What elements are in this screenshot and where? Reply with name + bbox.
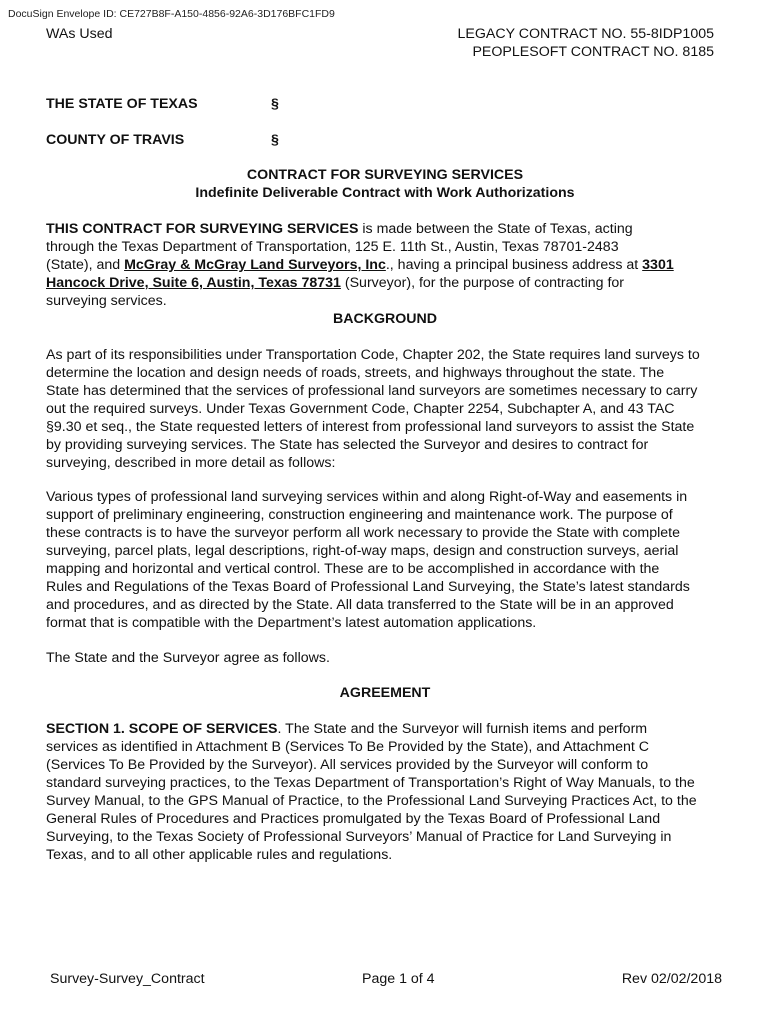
section-symbol-state: §	[271, 96, 279, 112]
agreement-heading: AGREEMENT	[339, 685, 431, 701]
section1-paragraph	[46, 720, 740, 864]
bg1-line: State has determined that the services of professional land surveyors are sometimes necessary to carry	[46, 383, 698, 399]
intro-line4-rest: (Surveyor), for the purpose of contracting for	[340, 275, 625, 291]
section1-line1-rest: . The State and the Surveyor will furnish items and perform	[277, 721, 648, 737]
footer-page-number: Page 1 of 4	[362, 971, 435, 987]
was-used-note: WAs Used	[46, 26, 113, 42]
section1-label: SECTION 1. SCOPE OF SERVICES	[46, 721, 278, 737]
bg1-line: determine the location and design needs of roads, streets, and highways throughout the state. The	[46, 365, 665, 381]
section1-line: Surveying, to the Texas Society of Professional Surveyors’ Manual of Practice for Land Surveying in	[46, 829, 672, 845]
contract-title	[0, 166, 770, 202]
surveyor-name: McGray & McGray Land Surveyors, Inc	[124, 257, 386, 273]
section-symbol-county: §	[271, 132, 279, 148]
bg1-line: out the required surveys. Under Texas Government Code, Chapter 2254, Subchapter A, and 43 TAC	[46, 401, 675, 417]
legacy-contract-number: LEGACY CONTRACT NO. 55-8IDP1005	[457, 26, 714, 42]
footer-document-name: Survey-Survey_Contract	[50, 971, 205, 987]
bg1-line: by providing surveying services. The State has selected the Surveyor and desires to contract for	[46, 437, 649, 453]
bg2-line: these contracts is to have the surveyor perform all work necessary to provide the State with complete	[46, 525, 681, 541]
bg1-line: As part of its responsibilities under Transportation Code, Chapter 202, the State requires land surveys to	[46, 347, 700, 363]
address-part1: 3301	[642, 257, 674, 273]
section1-line: services as identified in Attachment B (Services To Be Provided by the State), and Attachment C	[46, 739, 650, 755]
bg2-line: support of preliminary engineering, construction engineering and maintenance work. The purpose of	[46, 507, 673, 523]
bg2-line: Various types of professional land surveying services within and along Right-of-Way and easements in	[46, 489, 688, 505]
county-label: COUNTY OF TRAVIS	[46, 132, 185, 148]
section1-line: standard surveying practices, to the Texas Department of Transportation’s Right of Way Manuals, to the	[46, 775, 695, 791]
bg2-line: mapping and horizontal and vertical control. These are to be accomplished in accordance with the	[46, 561, 660, 577]
intro-line2: through the Texas Department of Transportation, 125 E. 11th St., Austin, Texas 78701-2483	[46, 239, 619, 255]
address-part2: Hancock Drive, Suite 6, Austin, Texas 78731	[46, 275, 341, 291]
intro-paragraph	[46, 220, 740, 310]
background-heading: BACKGROUND	[332, 311, 438, 327]
peoplesoft-contract-number: PEOPLESOFT CONTRACT NO. 8185	[472, 44, 714, 60]
intro-line5: surveying services.	[46, 293, 167, 309]
intro-line3-a: (State), and	[46, 257, 125, 273]
bg2-line: format that is compatible with the Department’s latest automation applications.	[46, 615, 537, 631]
intro-bold-lead: THIS CONTRACT FOR SURVEYING SERVICES	[46, 221, 359, 237]
bg2-line: Rules and Regulations of the Texas Board of Professional Land Surveying, the State’s latest standards	[46, 579, 690, 595]
agree-line: The State and the Surveyor agree as follows.	[46, 650, 330, 666]
bg2-line: and procedures, and as directed by the State. All data transferred to the State will be in an approved	[46, 597, 674, 613]
intro-line3-b: ., having a principal business address at	[385, 257, 643, 273]
section1-line: General Rules of Procedures and Practices promulgated by the Texas Board of Professional Land	[46, 811, 661, 827]
section1-line: (Services To Be Provided by the Surveyor). All services provided by the Surveyor will conform to	[46, 757, 649, 773]
title-main: CONTRACT FOR SURVEYING SERVICES	[246, 167, 524, 183]
title-sub: Indefinite Deliverable Contract with Work Authorizations	[195, 185, 575, 201]
section1-line: Texas, and to all other applicable rules and regulations.	[46, 847, 393, 863]
intro-line1-rest: is made between the State of Texas, acting	[358, 221, 633, 237]
bg1-line: §9.30 et seq., the State requested letters of interest from professional land surveyors to assist the State	[46, 419, 695, 435]
background-paragraph-2	[46, 488, 740, 632]
bg2-line: surveying, parcel plats, legal descriptions, right-of-way maps, design and construction surveys, aerial	[46, 543, 679, 559]
docusign-envelope-id: DocuSign Envelope ID: CE727B8F-A150-4856-92A6-3D176BFC1FD9	[8, 8, 335, 20]
footer-revision: Rev 02/02/2018	[621, 971, 722, 987]
state-label: THE STATE OF TEXAS	[46, 96, 198, 112]
background-paragraph-1	[46, 346, 740, 472]
contract-numbers	[457, 25, 714, 61]
bg1-line: surveying, described in more detail as follows:	[46, 455, 336, 471]
section1-line: Survey Manual, to the GPS Manual of Practice, to the Professional Land Surveying Practices Act, to the	[46, 793, 697, 809]
